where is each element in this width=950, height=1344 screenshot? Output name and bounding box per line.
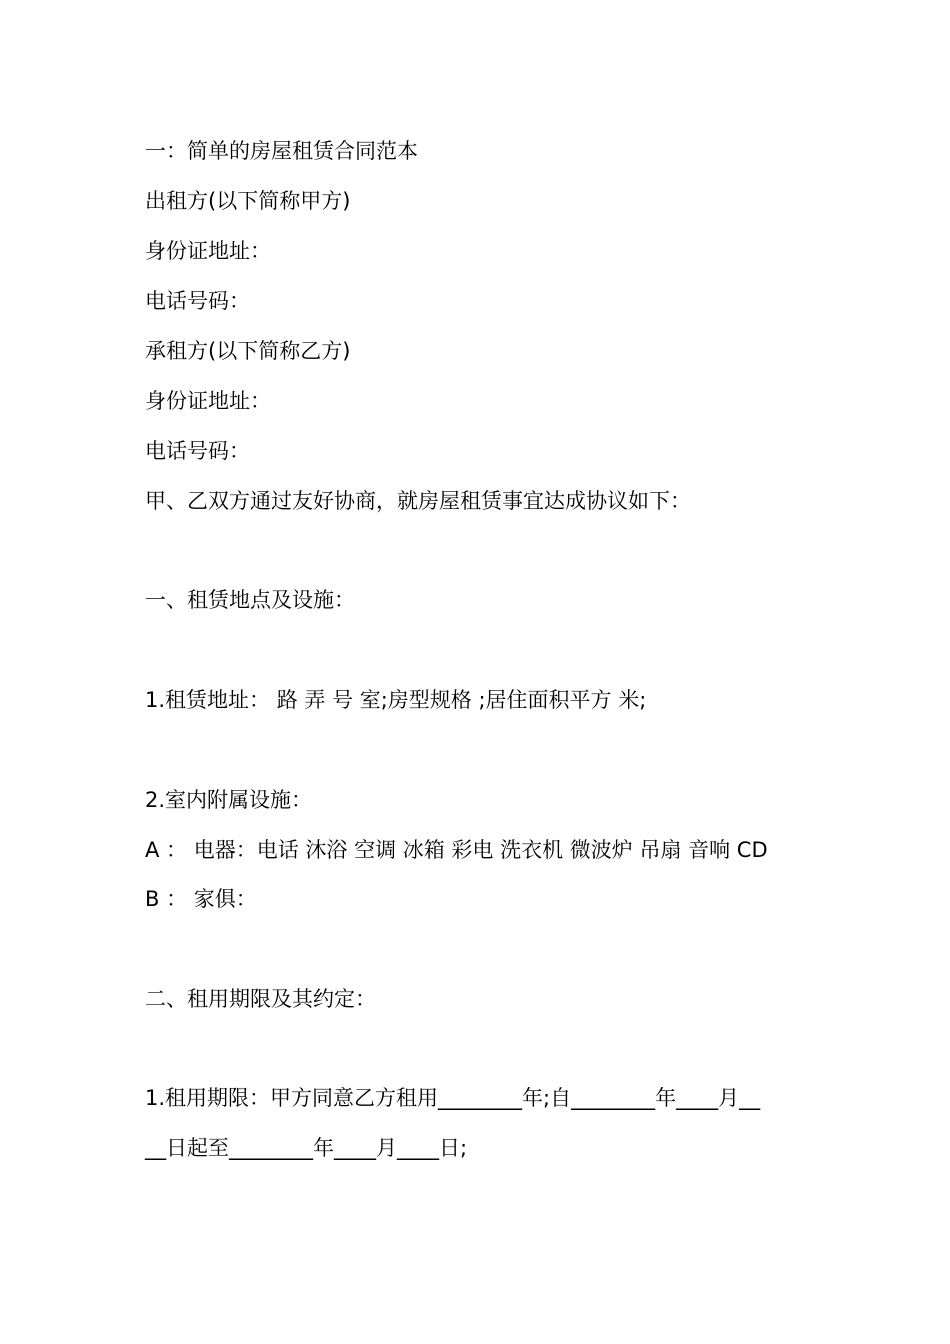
lessee-id-address-line: 身份证地址： bbox=[145, 389, 271, 413]
furniture-line: B ： 家俱： bbox=[145, 887, 257, 911]
section-1-heading: 一、租赁地点及设施： bbox=[145, 588, 355, 612]
lease-term-line-2: __日起至________年____月____日; bbox=[145, 1136, 468, 1160]
lessee-line: 承租方(以下简称乙方) bbox=[145, 339, 351, 363]
lessee-phone-line: 电话号码： bbox=[145, 439, 250, 463]
lease-term-line-1: 1.租用期限：甲方同意乙方租用________年;自________年____月__ bbox=[145, 1086, 761, 1110]
rental-address-line: 1.租赁地址： 路 弄 号 室;房型规格 ;居住面积平方 米; bbox=[145, 688, 647, 712]
lessor-phone-line: 电话号码： bbox=[145, 289, 250, 313]
facilities-heading: 2.室内附属设施： bbox=[145, 788, 313, 812]
document-title: 一：简单的房屋租赁合同范本 bbox=[145, 139, 418, 163]
lessor-line: 出租方(以下简称甲方) bbox=[145, 189, 351, 213]
agreement-intro-line: 甲、乙双方通过友好协商，就房屋租赁事宜达成协议如下： bbox=[145, 489, 691, 513]
section-2-heading: 二、租用期限及其约定： bbox=[145, 987, 376, 1011]
lessor-id-address-line: 身份证地址： bbox=[145, 239, 271, 263]
appliances-line: A ： 电器：电话 沐浴 空调 冰箱 彩电 洗衣机 微波炉 吊扇 音响 CD bbox=[145, 838, 768, 862]
